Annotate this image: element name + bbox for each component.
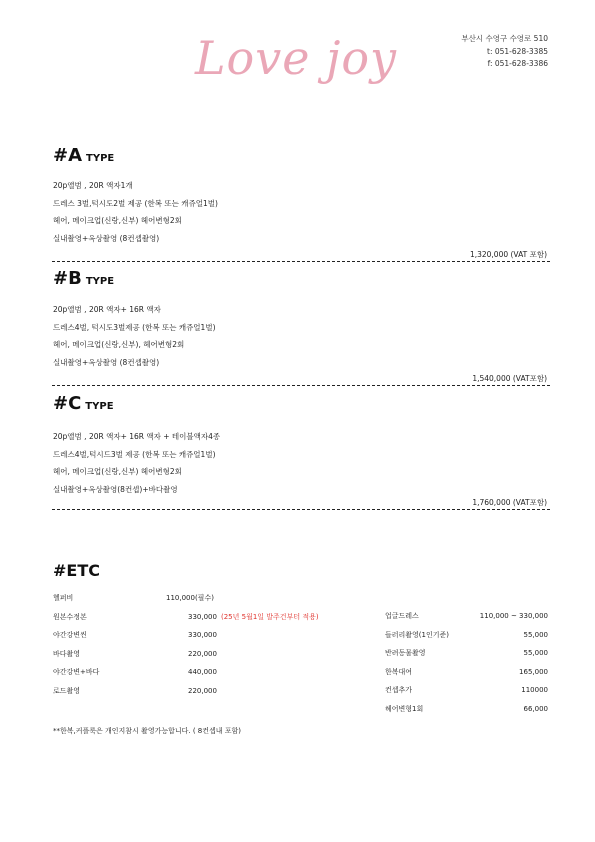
contact-tel: t: 051-628-3385 (487, 46, 548, 56)
etc-item-value: 440,000 (188, 668, 217, 676)
etc-item-value: 165,000 (519, 667, 548, 676)
etc-item-value: 330,000 (188, 631, 217, 639)
etc-item-name: 야간강변씬 (53, 631, 87, 639)
etc-item-value: 110000 (521, 686, 548, 694)
etc-row (385, 684, 548, 703)
etc-item-value: 110,000(필수) (166, 594, 214, 602)
etc-item-value: 220,000 (188, 649, 217, 658)
package-c-line: 20p앨범 , 20R 액자+ 16R 액자 + 테이블액자4종 (53, 432, 221, 441)
etc-item-name: 한복대여 (385, 667, 413, 676)
etc-item-name: 업글드레스 (385, 612, 419, 620)
etc-row (385, 647, 548, 666)
package-a-hash: #A (53, 145, 83, 166)
etc-item-name: 바다촬영 (53, 649, 81, 658)
etc-row (385, 610, 548, 629)
etc-row (385, 666, 548, 685)
etc-item-name: 헤어변형1회 (385, 704, 424, 713)
etc-item-name: 원본수정본 (53, 612, 87, 621)
brand-logo: Love joy (195, 31, 398, 85)
package-c-title (53, 393, 114, 414)
package-c-word: TYPE (85, 401, 114, 412)
package-b-line: 실내촬영+옥상촬영 (8컨셉촬영) (53, 357, 160, 367)
package-c-price: 1,760,000 (VAT포함) (472, 498, 547, 507)
etc-item-name: 컨셉추가 (385, 686, 413, 694)
package-b-title (53, 268, 114, 289)
etc-row (385, 703, 548, 722)
package-b-line: 헤어, 메이크업(신랑,신부), 헤어변형2회 (53, 340, 185, 349)
etc-item-name: 로드촬영 (53, 686, 81, 695)
package-a-line: 20p앨범 , 20R 액자1개 (53, 181, 133, 190)
etc-item-value: 110,000 ~ 330,000 (479, 612, 548, 620)
contact-address: 부산시 수영구 수영로 510 (461, 34, 548, 43)
package-b-word: TYPE (85, 276, 115, 287)
etc-item-name: 반려동물촬영 (385, 649, 426, 657)
divider (52, 385, 550, 386)
package-b-details (53, 301, 216, 371)
contact-info (461, 33, 548, 71)
package-a-price: 1,320,000 (VAT 포함) (469, 250, 547, 259)
package-c-line: 헤어, 메이크업(신랑,신부) 헤어변형2회 (53, 467, 182, 476)
package-b-line: 드레스4벌, 턱시도3벌제공 (한복 또는 캐쥬얼1벌) (53, 322, 216, 332)
divider (52, 261, 550, 262)
package-a-line: 실내촬영+옥상촬영 (8컨셉촬영) (53, 233, 160, 243)
etc-item-value: 55,000 (523, 630, 548, 639)
contact-fax: f: 051-628-3386 (487, 59, 548, 68)
etc-item-value: 220,000 (188, 686, 217, 695)
package-a-details (53, 177, 218, 247)
etc-right-list (385, 610, 548, 721)
etc-item-name: 헬퍼비 (53, 594, 74, 602)
package-c-line: 드레스4벌,턱시드3벌 제공 (한복 또는 캐쥬얼1벌) (53, 449, 216, 459)
etc-title: #ETC (53, 561, 100, 580)
etc-item-name: 야간강변+바다 (53, 668, 100, 676)
etc-item-note: (25년 5월1일 발주건부터 적용) (221, 612, 319, 621)
package-b-price: 1,540,000 (VAT포함) (472, 374, 547, 383)
package-a-line: 드레스 3벌,턱시도2벌 제공 (한복 또는 캐쥬얼1벌) (53, 198, 218, 208)
footnote: **한복,커플룩은 개인지참시 촬영가능합니다. ( 8컨셉내 포함) (53, 727, 242, 735)
package-b-hash: #B (53, 268, 82, 289)
package-a-title (53, 145, 114, 166)
etc-item-name: 들러리촬영(1인기준) (385, 630, 450, 639)
package-a-line: 헤어, 메이크업(신랑,신부) 헤어변형2회 (53, 216, 182, 225)
package-a-word: TYPE (86, 153, 115, 164)
etc-row (385, 629, 548, 648)
package-c-line: 실내촬영+옥상촬영(8컨셉)+바다촬영 (53, 484, 178, 494)
etc-item-value: 66,000 (523, 704, 548, 713)
etc-item-value: 55,000 (523, 649, 548, 657)
package-c-hash: #C (53, 393, 82, 414)
divider (52, 509, 550, 510)
etc-item-value: 330,000 (188, 612, 217, 621)
package-c-details (53, 428, 220, 498)
package-b-line: 20p앨범 , 20R 액자+ 16R 액자 (53, 305, 161, 314)
